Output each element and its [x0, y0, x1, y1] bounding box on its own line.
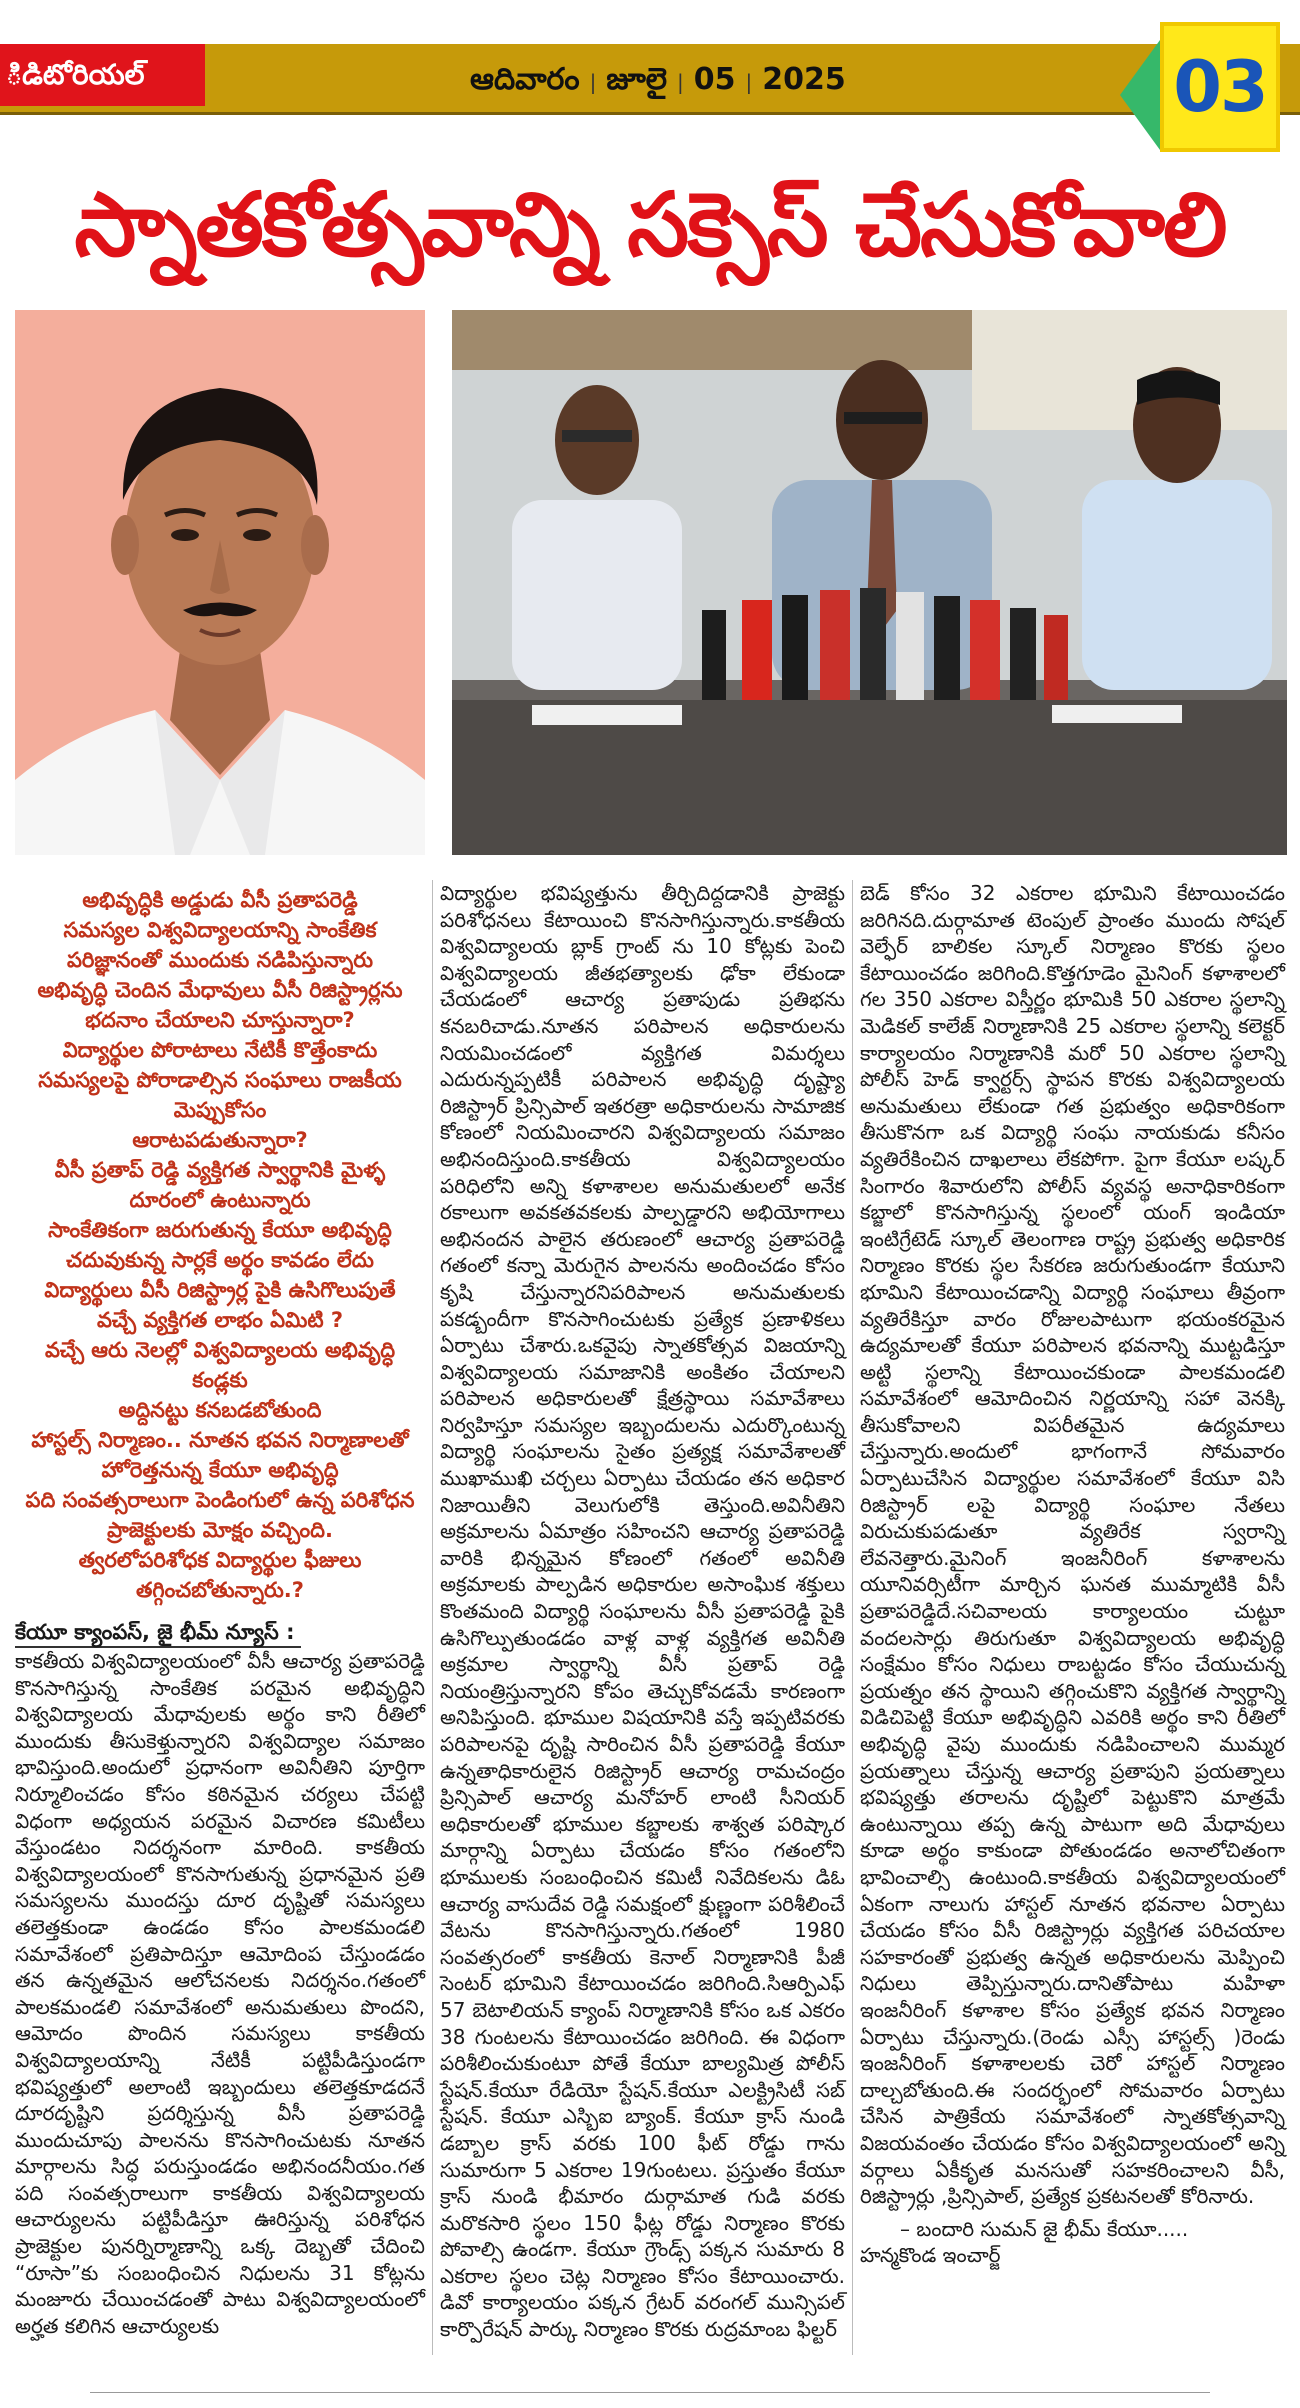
byline: కేయూ క్యాంపస్, జై భీమ్ న్యూస్ :: [15, 1619, 301, 1648]
date-separator: |: [589, 70, 597, 94]
date-month: జూలై: [606, 62, 668, 97]
signoff-role: హన్మకొండ ఇంచార్జ్: [860, 2242, 1001, 2267]
article-body-part-1: కాకతీయ విశ్వవిద్యాలయంలో వీసీ ఆచార్య ప్రతాపరెడ్డి కొనసాగిస్తున్న సాంకేతిక పరమైన అభివృద్ధిని విశ్వవిద్యాలయ మేధావులకు అర్థం కాని రీతిలో ముందుకు తీసుకెళ్తున్నారని విశ్వవిద్యాల సమాజం భావిస్తుంది.అందులో ప్రధానంగా అవినీతిని పూర్తిగా నిర్మూలించడం కోసం కఠినమైన చర్యలు చేపట్టి విధంగా అధ్యయన పరమైన విచారణ కమిటీలు వేస్తుండటం నిదర్శనంగా మారింది. కాకతీయ విశ్వవిద్యాలయంలో కొనసాగుతున్న ప్రధానమైన ప్రతి సమస్యలను ముందస్తు దూర దృష్టితో సమస్యలు తలెత్తకుండా ఉండడం కోసం పాలకమండలి సమావేశంలో ప్రతిపాదిస్తూ ఆమోదింప చేస్తుండడం తన ఉన్నతమైన ఆలోచనలకు నిదర్శనం.గతంలో పాలకమండలి సమావేశంలో అనుమతులు పొందని, ఆమోదం పొందిన సమస్యలు కాకతీయ విశ్వవిద్యాలయాన్ని నేటికీ పట్టిపీడిస్తుండగా భవిష్యత్తులో అలాంటి ఇబ్బందులు తలెత్తకూడదనే దూరదృష్టిని ప్రదర్శిస్తున్న వీసీ ప్రతాపరెడ్డి ముందుచూపు పాలనను కొనసాగించుటకు నూతన మార్గాలను సిద్ధ పరుస్తుండడం అభినందనీయం.గత పది సంవత్సరాలుగా కాకతీయ విశ్వవిద్యాలయ ఆచార్యులను పట్టిపీడిస్తూ ఊరిస్తున్న పరిశోధన ప్రాజెక్టుల పునర్నిర్మాణాన్ని ఒక్క దెబ్బతో చేదించి “రూసా”కు సంబంధించిన నిధులను 31 కోట్లను మంజూరు చేయించడంతో పాటు విశ్వవిద్యాలయంలో అర్హత కలిగిన ఆచార్యులకు: [15, 1649, 425, 2338]
highlight-line: సమస్యల విశ్వవిద్యాలయాన్ని సాంకేతిక: [63, 918, 377, 942]
highlight-line: త్వరలోపరిశోధక విద్యార్థుల ఫీజులు: [78, 1548, 362, 1572]
highlight-line: అభివృద్ధికి అడ్డుడు వీసీ ప్రతాపరెడ్డి: [82, 888, 358, 912]
date-year: 2025: [762, 62, 846, 97]
highlight-line: ఆరాటపడుతున్నారా?: [132, 1128, 308, 1152]
signoff-author: – బందారి సుమన్ జై భీమ్ కేయూ.....: [900, 2216, 1189, 2241]
headline: స్నాతకోత్సవాన్ని సక్సెస్ చేసుకోవాలి: [74, 173, 1226, 276]
highlight-line: వచ్చే ఆరు నెలల్లో విశ్వవిద్యాలయ అభివృద్ధి కండ్లకు: [44, 1338, 396, 1392]
highlight-line: ప్రాజెక్టులకు మోక్షం వచ్చింది.: [107, 1518, 333, 1542]
date-separator: |: [677, 70, 684, 94]
article-body-part-2: విద్యార్థుల భవిష్యత్తును తీర్చిదిద్దడానికి ప్రాజెక్టు పరిశోధనలు కేటాయించి కొనసాగిస్తున్నారు.కాకతీయ విశ్వవిద్యాలయ బ్లాక్ గ్రాంట్ ను 10 కోట్లకు పెంచి విశ్వవిద్యాలయ జీతభత్యాలకు ఢోకా లేకుండా చేయడంలో ఆచార్య ప్రతాపుడు ప్రతిభను కనబరిచాడు.నూతన పరిపాలన అధికారులను నియమించడంలో వ్యక్తిగత విమర్శలు ఎదురున్నప్పటికీ పరిపాలన అభివృద్ధి దృష్ట్యా రిజిస్ట్రార్ ప్రిన్సిపాల్ ఇతరత్రా అధికారులను సామాజిక కోణంలో నియమించారని విశ్వవిద్యాలయ సమాజం అభినందిస్తుంది.కాకతీయ విశ్వవిద్యాలయం పరిధిలోని అన్ని కళాశాలల అనుమతులలో అనేక రకాలుగా అవకతవకలకు పాల్పడ్డారని అభియోగాలు అభినందన పాలైన తరుణంలో ఆచార్య ప్రతాపరెడ్డి గతంలో కన్నా మెరుగైన పాలనను అందించడం కోసం కృషి చేస్తున్నారనిపరిపాలన అనుమతులకు పకడ్బందీగా కొనసాగించుటకు ప్రత్యేక ప్రణాళికలు ఏర్పాటు చేశారు.ఒకవైపు స్నాతకోత్సవ విజయాన్ని విశ్వవిద్యాలయ సమాజానికి అంకితం చేయాలని పరిపాలన అధికారులతో క్షేత్రస్థాయి సమావేశాలు నిర్వహిస్తూ సమస్యల ఇబ్బందులను ఎదుర్కొంటున్న విద్యార్థి సంఘాలను సైతం ప్రత్యక్ష సమావేశాలతో ముఖాముఖి చర్చలు ఏర్పాటు చేయడం తన అధికార నిజాయితీని వెలుగులోకి తెస్తుంది.అవినీతిని అక్రమాలను ఏమాత్రం సహించని ఆచార్య ప్రతాపరెడ్డి వారికి భిన్నమైన కోణంలో గతంలో అవినీతి అక్రమాలకు పాల్పడిన అధికారుల అసాంఘిక శక్తులు కొంతమంది విద్యార్థి సంఘాలను వీసీ ప్రతాపరెడ్డి పైకి ఉసిగొల్పుతుండడం వాళ్ల వాళ్ల వ్యక్తిగత అవినీతి అక్రమాల స్వార్థాన్ని వీసీ ప్రతాప్ రెడ్డి నియంత్రిస్తున్నారని కోపం తెచ్చుకోవడమే కారణంగా అనిపిస్తుంది. భూముల విషయానికి వస్తే ఇప్పటివరకు పరిపాలనపై దృష్టి సారించిన వీసీ ప్రతాపరెడ్డి కేయూ ఉన్నతాధికారులైన రిజిస్ట్రార్ ఆచార్య రామచంద్రం ప్రిన్సిపాల్ ఆచార్య మనోహర్ లాంటి సీనియర్ అధికారులతో భూముల కబ్జాలకు శాశ్వత పరిష్కార మార్గాన్ని ఏర్పాటు చేయడం కోసం గతంలోని భూములకు సంబంధించిన కమిటీ నివేదికలను డిఓ ఆచార్య వాసుదేవ రెడ్డి సమక్షంలో క్షుణ్ణంగా పరిశీలించే వేటను కొనసాగిస్తున్నారు.గతంలో 1980 సంవత్సరంలో కాకతీయ కెనాల్ నిర్మాణానికి పీజీ సెంటర్ భూమిని కేటాయించడం జరిగింది.సిఆర్పిఎఫ్ 57 బెటాలియన్ క్యాంప్ నిర్మాణానికి కోసం ఒక ఎకరం 38 గుంటలను కేటాయించడం జరిగింది. ఈ విధంగా పరిశీలించుకుంటూ పోతే కేయూ బాల్యమిత్ర పోలీస్ స్టేషన్.కేయూ రేడియో స్టేషన్.కేయూ ఎలక్ట్రిసిటీ సబ్ స్టేషన్. కేయూ ఎస్బిఐ బ్యాంక్. కేయూ క్రాస్ నుండి డబ్బాల క్రాస్ వరకు 100 ఫీట్ రోడ్డు గాను సుమారుగా 5 ఎకరాల 19గుంటలు. ప్రస్తుతం కేయూ క్రాస్ నుండి భీమారం దుర్గామాత గుడి వరకు మరొకసారి స్థలం 150 ఫీట్ల రోడ్డు నిర్మాణం కొరకు పోవాల్సి ఉండగా. కేయూ గ్రౌండ్స్ పక్కన సుమారు 8 ఎకరాల స్థలం చెట్ల నిర్మాణం కోసం కేటాయించారు. డివో కార్యాలయం పక్కన గ్రేటర్ వరంగల్ మున్సిపల్ కార్పొరేషన్ పార్కు నిర్మాణం కొరకు రుద్రమాంబ ఫిల్టర్: [440, 881, 845, 2342]
highlight-line: మెప్పుకోసం: [173, 1098, 267, 1122]
page-number-badge: [1120, 10, 1300, 160]
highlight-line: హాస్టల్స్ నిర్మాణం.. నూతన భవన నిర్మాణాలతో: [31, 1428, 409, 1452]
highlight-line: వీసీ ప్రతాప్ రెడ్డి వ్యక్తిగత స్వార్థానికి మైళ్ళ: [54, 1158, 386, 1182]
column-divider: [432, 880, 433, 2355]
column-2: [440, 880, 845, 2343]
page-number-box: [1160, 22, 1280, 152]
column-divider: [852, 880, 853, 2355]
highlight-line: చదువుకున్న సార్లకే అర్థం కావడం లేదు: [66, 1248, 374, 1272]
highlight-line: అద్దినట్టు కనబడబోతుంది: [118, 1398, 322, 1422]
highlight-line: వచ్చే వ్యక్తిగత లాభం ఏమిటి ?: [96, 1308, 344, 1332]
portrait-photo: [15, 310, 425, 855]
page-number: 03: [1173, 46, 1267, 128]
article-body-part-3: బెడ్ కోసం 32 ఎకరాల భూమిని కేటాయించడం జరిగినది.దుర్గామాత టెంపుల్ ప్రాంతం ముందు సోషల్ వెల్ఫేర్ బాలికల స్కూల్ నిర్మాణం కొరకు స్థలం కేటాయించడం జరిగింది.కొత్తగూడెం మైనింగ్ కళాశాలలో గల 350 ఎకరాల విస్తీర్ణం భూమికి 50 ఎకరాల స్థలాన్ని మెడికల్ కాలేజ్ నిర్మాణానికి 25 ఎకరాల స్థలాన్ని కలెక్టర్ కార్యాలయం నిర్మాణానికి మరో 50 ఎకరాల స్థలాన్ని పోలీస్ హెడ్ క్వార్టర్స్ స్థాపన కొరకు విశ్వవిద్యాలయ అనుమతులు లేకుండా గత ప్రభుత్వం అధికారికంగా తీసుకొనగా ఒక విద్యార్థి సంఘ నాయకుడు కనీసం వ్యతిరేకించిన దాఖలాలు లేకపోగా. పైగా కేయూ లష్కర్ సింగారం శివారులోని పోలీస్ వ్యవస్థ అనాధికారికంగా కబ్జాలో కొనసాగిస్తున్న స్థలంలో యంగ్ ఇండియా ఇంటిగ్రేటెడ్ స్కూల్ తెలంగాణ రాష్ట్ర ప్రభుత్వ అధికారిక నిర్మాణం కొరకు స్థల సేకరణ జరుగుతుండగా కేయూని భూమిని కేటాయించడాన్ని విద్యార్థి సంఘాలు తీవ్రంగా వ్యతిరేకిస్తూ వారం రోజులపాటుగా భయంకరమైన ఉద్యమాలతో కేయూ పరిపాలన భవనాన్ని ముట్టడిస్తూ అట్టి స్థలాన్ని కేటాయించకుండా పాలకమండలి సమావేశంలో ఆమోదించిన నిర్ణయాన్ని సహా వెనక్కి తీసుకోవాలని విపరీతమైన ఉద్యమాలు చేస్తున్నారు.అందులో భాగంగానే సోమవారం ఏర్పాటుచేసిన విద్యార్థుల సమావేశంలో కేయూ విసి రిజిస్ట్రార్ లపై విద్యార్థి సంఘాల నేతలు విరుచుకుపడుతూ వ్యతిరేక స్వరాన్ని లేవనెత్తారు.మైనింగ్ ఇంజనీరింగ్ కళాశాలను యూనివర్సిటీగా మార్చిన ఘనత ముమ్మాటికి వీసీ ప్రతాపరెడ్డిదే.సచివాలయ కార్యాలయం చుట్టూ వందలసార్లు తిరుగుతూ విశ్వవిద్యాలయ అభివృద్ధి సంక్షేమం కోసం నిధులు రాబట్టడం కోసం చేయుచున్న ప్రయత్నం తన స్థాయిని తగ్గించుకొని వ్యక్తిగత స్వార్థాన్ని విడిచిపెట్టి కేయూ అభివృద్ధిని ఎవరికి అర్థం కాని రీతిలో అభివృద్ధి వైపు ముందుకు నడిపించాలని ముమ్మర ప్రయత్నాలు చేస్తున్న ఆచార్య ప్రతాపుని ప్రయత్నాలు భవిష్యత్తు తరాలను దృష్టిలో పెట్టుకొని మాత్రమే ఉంటున్నాయి తప్ప ఉన్న పాటుగా అది మేధావులు కూడా అర్థం కాకుండా పోతుండడం అనాలోచితంగా భావించాల్సి ఉంటుంది.కాకతీయ విశ్వవిద్యాలయంలో ఏకంగా నాలుగు హాస్టల్ నూతన భవనాల ఏర్పాటు చేయడం కోసం వీసీ రిజిస్ట్రార్లు వ్యక్తిగత పరిచయాల సహకారంతో ప్రభుత్వ ఉన్నత అధికారులను మెప్పించి నిధులు తెప్పిస్తున్నారు.దానితోపాటు మహిళా ఇంజనీరింగ్ కళాశాల కోసం ప్రత్యేక భవన నిర్మాణం ఏర్పాటు చేస్తున్నారు.(రెండు ఎస్సీ హాస్టల్స్ )రెండు ఇంజనీరింగ్ కళాశాలలకు చెరో హాస్టల్ నిర్మాణం దాల్చబోతుంది.ఈ సందర్భంలో సోమవారం ఏర్పాటు చేసిన పాత్రికేయ సమావేశంలో స్నాతకోత్సవాన్ని విజయవంతం చేయడం కోసం విశ్వవిద్యాలయంలో అన్ని వర్గాలు ఏకీకృత మనసుతో సహకరించాలని వీసీ, రిజిస్ట్రార్లు ,ప్రిన్సిపాల్, ప్రత్యేక ప్రకటనలతో కోరినారు.: [860, 881, 1285, 2209]
highlight-points: [15, 885, 425, 1605]
press-conference-illustration: [452, 310, 1287, 855]
highlight-line: భదనాం చేయాలని చూస్తున్నారా?: [85, 1008, 355, 1032]
chevron-decoration: [1120, 40, 1160, 150]
highlight-line: పరిజ్ఞానంతో ముందుకు నడిపిస్తున్నారు: [66, 948, 374, 972]
highlight-line: అభివృద్ధి చెందిన మేధావులు వీసీ రిజిస్ట్రార్లను: [37, 978, 403, 1002]
press-conference-photo: [452, 310, 1287, 855]
dateline: [470, 62, 846, 104]
column-1: [15, 885, 425, 2339]
highlight-line: విద్యార్థుల పోరాటాలు నేటికీ కొత్తేంకాదు: [62, 1038, 378, 1062]
section-label: ిడిటోరియల్: [0, 44, 205, 106]
date-day: ఆదివారం: [470, 62, 580, 97]
highlight-line: దూరంలో ఉంటున్నారు: [129, 1188, 311, 1212]
highlight-line: సాంకేతికంగా జరుగుతున్న కేయూ అభివృద్ధి: [48, 1218, 392, 1242]
highlight-line: సమస్యలపై పోరాడాల్సిన సంఘాలు రాజకీయ: [38, 1068, 402, 1092]
bottom-rule: [90, 2392, 1210, 2393]
highlight-line: తగ్గించబోతున్నారు.?: [136, 1578, 304, 1602]
highlight-line: పది సంవత్సరాలుగా పెండింగులో ఉన్న పరిశోధన: [25, 1488, 415, 1512]
column-3: [860, 880, 1285, 2268]
date-date: 05: [693, 62, 736, 97]
highlight-line: హోరెత్తనున్న కేయూ అభివృద్ధి: [101, 1458, 339, 1482]
header-divider: [0, 112, 1300, 115]
date-separator: |: [745, 70, 753, 94]
highlight-line: విద్యార్థులు వీసీ రిజిస్ట్రార్ల పైకి ఉసిగొలుపుతే: [44, 1278, 396, 1302]
signoff: [860, 2216, 1285, 2268]
portrait-illustration: [15, 310, 425, 855]
